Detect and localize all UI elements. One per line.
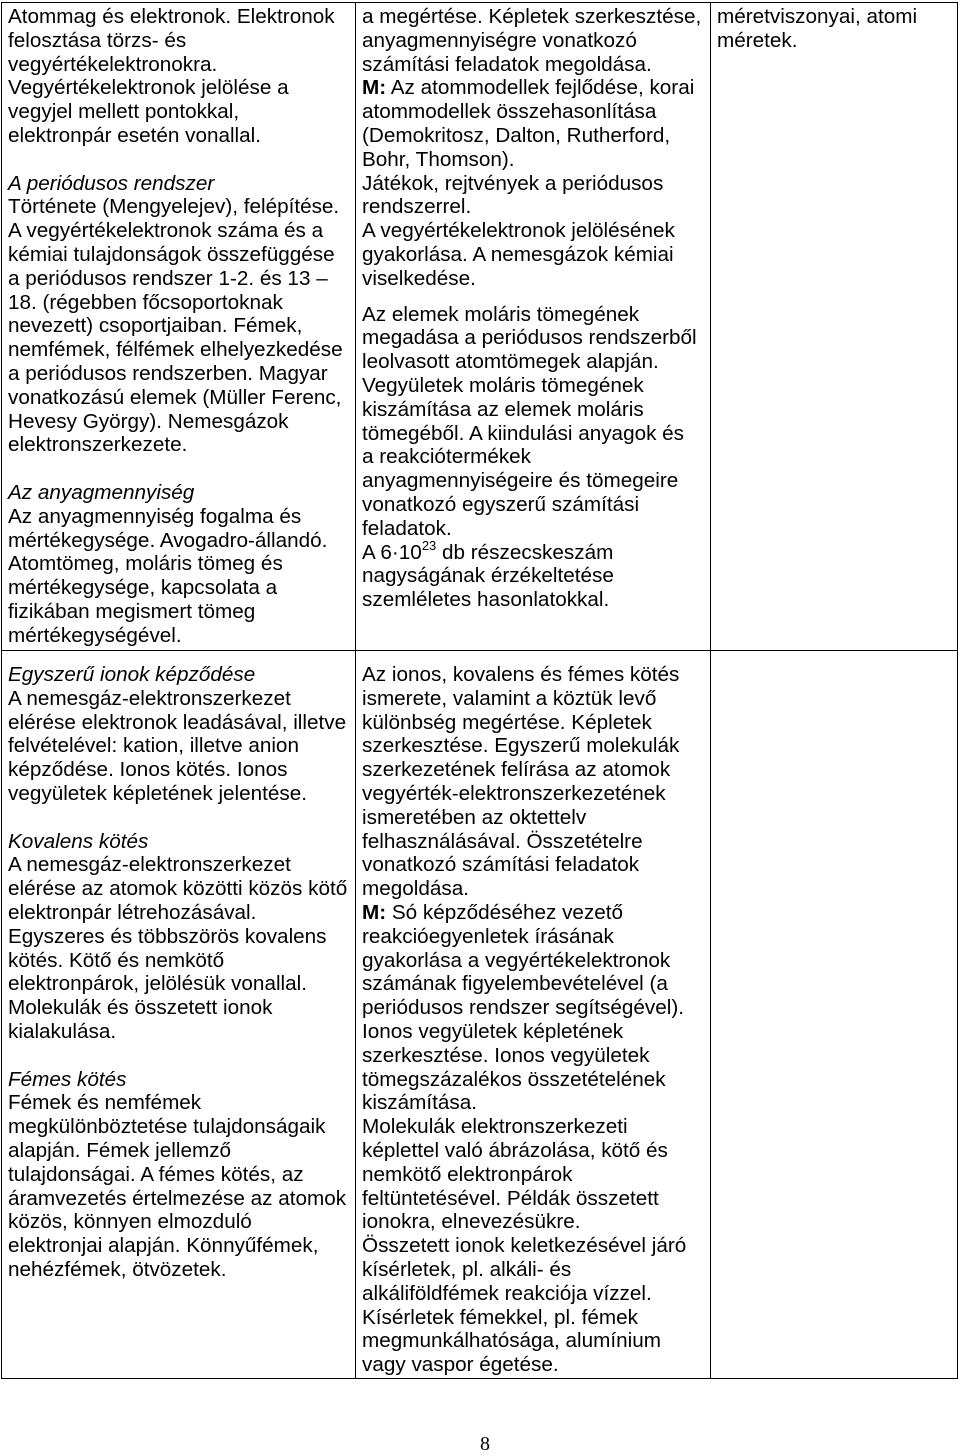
text-line: a megértése. Képletek szerkesztése, [362,5,702,28]
text-line: a periódusos rendszerben. Magyar [8,361,328,385]
activities-cell [356,3,711,651]
text-line: nagyságának érzékeltetése [362,564,614,588]
text-line: Összetett ionok keletkezésével járó [362,1234,687,1258]
text-line: Atomtömeg, moláris tömeg és [8,552,283,576]
curriculum-table [1,2,958,1379]
text-line: kötés. Kötő és nemkötő [8,948,225,972]
text-line: elektronpár létrehozásával. [8,900,257,924]
text-run: Az atommodellek fejlődése, korai [386,76,695,100]
text-line: a periódusos rendszer 1-2. és 13 – [8,266,328,290]
text-line: felhasználásával. Összetételre [362,829,643,853]
text-section [362,303,707,612]
text-line: különbség megértése. Képletek [362,710,652,734]
text-line: Vegyértékelektronok jelölése a [8,76,289,100]
text-line: mértékegysége, kapcsolata a [8,576,278,600]
text-line: atommodellek összehasonlítása [362,100,657,124]
text-line: szerkesztése. Ionos vegyületek [362,1043,650,1067]
text-line: nehézfémek, ötvözetek. [8,1257,227,1281]
text-line: elektronjai alapján. Könnyűfémek, [8,1234,319,1258]
topics-cell [2,651,356,1379]
text-run: A 6·10 [362,540,422,564]
text-section [8,1068,352,1282]
text-line: periódusos rendszer segítségével). [362,996,684,1020]
text-line: elektronpárok, jelölésük vonallal. [8,972,307,996]
text-line: Molekulák és összetett ionok [8,996,273,1020]
text-line: képlettel való ábrázolása, kötő és [362,1138,668,1162]
text-line: anyagmennyiségeire és tömegeire [362,469,679,493]
text-line: A nemesgáz-elektronszerkezet [8,853,291,877]
text-line: elérése elektronok leadásával, illetve [8,710,347,734]
text-line: mértékegysége. Avogadro-állandó. [8,528,328,552]
text-line: közös, könnyen elmozduló [8,1210,252,1234]
text-section [362,5,707,291]
text-line: mértékegységével. [8,623,182,647]
text-line: alapján. Fémek jellemző [8,1138,232,1162]
text-line: fizikában megismert tömeg [8,599,256,623]
text-line: megkülönböztetése tulajdonságaik [8,1115,326,1139]
text-line: kiszámítása az elemek moláris [362,397,644,421]
activities-cell [356,651,711,1379]
section-heading: Egyszerű ionok képződése [8,663,256,686]
text-line: Molekulák elektronszerkezeti [362,1115,628,1139]
section-heading: Az anyagmennyiség [8,480,195,504]
text-line: 18. (régebben főcsoportoknak [8,290,283,314]
text-line: tömegszázalékos összetételének [362,1067,666,1091]
text-line: Története (Mengyelejev), felépítése. [8,195,340,219]
text-line: Játékok, rejtvények a periódusos [362,171,664,195]
text-line: ismeretében az oktettelv [362,805,587,829]
bold-label: M: [362,76,387,100]
text-line: nemkötő elektronpárok [362,1162,573,1186]
text-line: Az ionos, kovalens és fémes kötés [362,663,680,686]
text-line: feltüntetésével. Példák összetett [362,1186,659,1210]
text-line: szemléletes hasonlatokkal. [362,588,610,612]
text-line: szerkezetének felírása az atomok [362,758,671,782]
text-section [8,663,352,806]
text-line: Hevesy György). Nemesgázok [8,409,289,433]
text-line: kiszámítása. [362,1091,477,1115]
text-line: vegyérték-elektronszerkezetének [362,781,666,805]
table-row [2,651,958,1379]
text-line: Vegyületek moláris tömegének [362,373,644,397]
text-line: nevezett) csoportjaiban. Fémek, [8,314,303,338]
text-line: a reakciótermékek [362,445,532,469]
text-run: db részecskeszám [436,540,614,564]
text-line: A vegyértékelektronok jelölésének [362,219,675,243]
text-run: Só képződéséhez vezető [386,900,624,924]
text-line: felvételével: kation, illetve anion [8,734,299,758]
text-line: feladatok. [362,516,452,540]
text-section [8,830,352,1044]
text-line: leolvasott atomtömegek alapján. [362,350,659,374]
text-line: áramvezetés értelmezése az atomok [8,1186,347,1210]
text-line: megmunkálhatósága, alumínium [362,1329,661,1353]
text-line: tömegéből. A kiindulási anyagok és [362,421,685,445]
text-line [362,537,707,565]
text-line: anyagmennyiségre vonatkozó [362,28,637,52]
text-line: Egyszeres és többszörös kovalens [8,924,327,948]
topics-cell [2,3,356,651]
text-line: számának figyelembevételével (a [362,972,668,996]
bold-label: M: [362,900,387,924]
text-line: reakcióegyenletek írásának [362,924,614,948]
text-line: Fémek és nemfémek [8,1091,202,1115]
text-line: nemfémek, félfémek elhelyezkedése [8,338,343,362]
text-line: vegyjel mellett pontokkal, [8,100,240,124]
text-section [8,172,352,458]
text-line: képződése. Ionos kötés. Ionos [8,758,288,782]
text-line: Bohr, Thomson). [362,147,515,171]
section-heading: A periódusos rendszer [8,171,215,195]
text-line: gyakorlása a vegyértékelektronok [362,948,671,972]
text-line: vonatkozó egyszerű számítási [362,492,640,516]
text-line: A nemesgáz-elektronszerkezet [8,686,291,710]
text-section [717,5,954,53]
text-line: méretek. [717,28,798,52]
page-number: 8 [480,1433,490,1455]
section-heading: Fémes kötés [8,1067,127,1091]
text-line: megoldása. [362,877,469,901]
text-line: vegyületek képletének jelentése. [8,781,308,805]
text-line: ionokra, elnevezésükre. [362,1210,581,1234]
text-line: kialakulása. [8,1019,117,1043]
text-section [362,663,707,1377]
text-line [362,76,707,100]
text-line: vagy vaspor égetése. [362,1353,559,1377]
text-section [8,5,352,148]
text-line: felosztása törzs- és [8,28,187,52]
text-line: Kísérletek fémekkel, pl. fémek [362,1305,638,1329]
text-line: szerkesztése. Egyszerű molekulák [362,734,680,758]
text-line: rendszerrel. [362,195,472,219]
table-row [2,3,958,651]
text-line: Az elemek moláris tömegének [362,302,640,326]
text-line: megadása a periódusos rendszerből [362,326,697,350]
text-line: elérése az atomok közötti közös kötő [8,877,348,901]
section-heading: Kovalens kötés [8,829,149,853]
text-line: vegyértékelektronokra. [8,52,218,76]
text-line: elektronpár esetén vonallal. [8,123,262,147]
text-line: ismerete, valamint a köztük levő [362,686,657,710]
text-line: vonatkozó számítási feladatok [362,853,640,877]
text-line: számítási feladatok megoldása. [362,52,652,76]
superscript: 23 [421,537,437,553]
text-line: kémiai tulajdonságok összefüggése [8,242,335,266]
text-line: méretviszonyai, atomi [717,5,918,28]
concepts-cell [711,651,958,1379]
text-line: alkáliföldfémek reakciója vízzel. [362,1281,652,1305]
text-line: viselkedése. [362,266,476,290]
text-line: Az anyagmennyiség fogalma és [8,504,302,528]
text-line: elektronszerkezete. [8,433,188,457]
text-line: kísérletek, pl. alkáli- és [362,1257,572,1281]
text-line: tulajdonságai. A fémes kötés, az [8,1162,304,1186]
text-section [8,481,352,648]
text-line: A vegyértékelektronok száma és a [8,219,324,243]
text-line: Ionos vegyületek képletének [362,1019,624,1043]
concepts-cell [711,3,958,651]
text-line: gyakorlása. A nemesgázok kémiai [362,242,674,266]
text-line [362,901,707,925]
text-line: vonatkozású elemek (Müller Ferenc, [8,385,342,409]
text-line: Atommag és elektronok. Elektronok [8,5,335,28]
text-line: (Demokritosz, Dalton, Rutherford, [362,123,671,147]
